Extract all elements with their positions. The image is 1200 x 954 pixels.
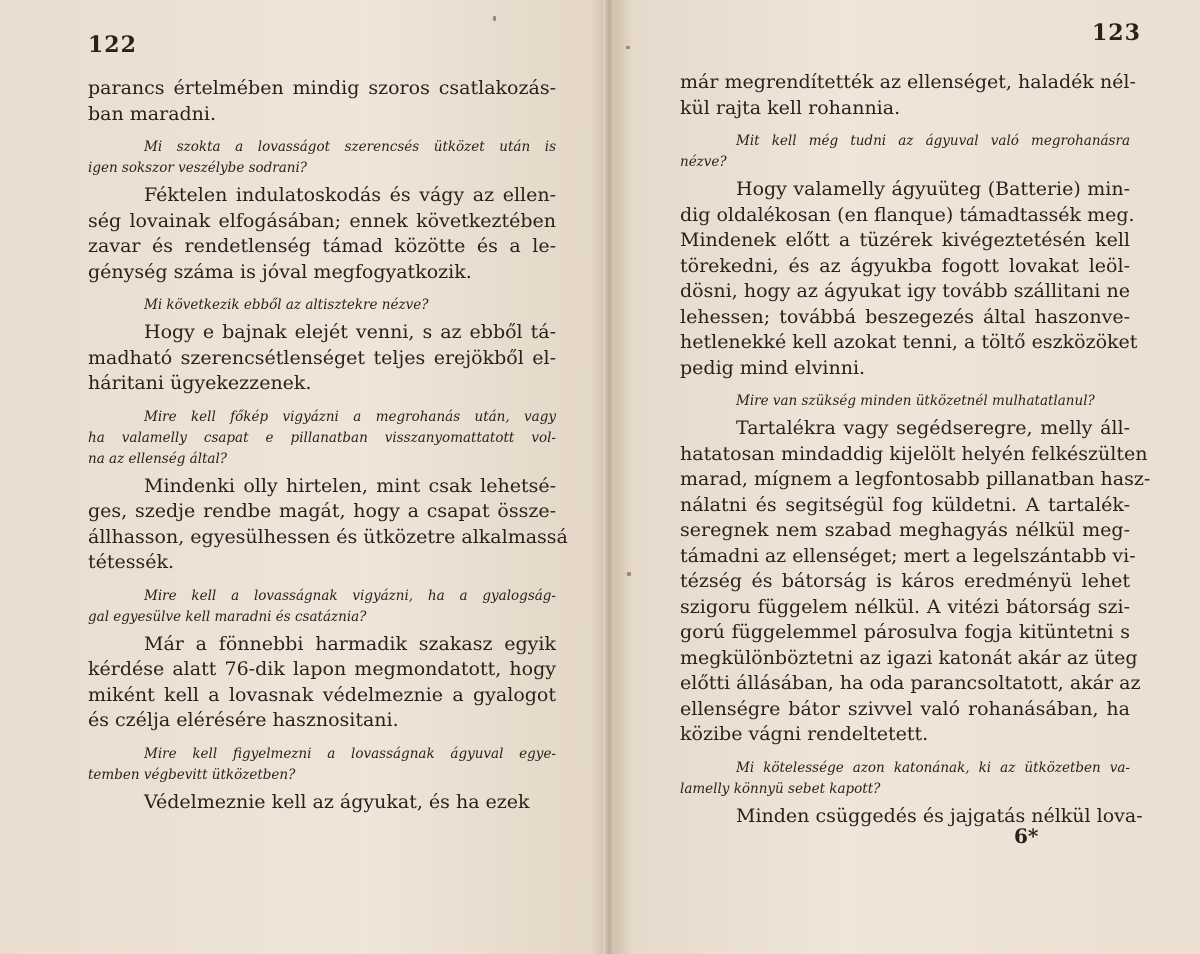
question-paragraph <box>88 137 556 179</box>
text-line: Hogy e bajnak elejét venni, s az ebből tá- <box>144 321 556 343</box>
text-line: dösni, hogy az ágyukat igy tovább szállitani ne <box>680 280 1130 302</box>
question-line: lamelly könnyü sebet kapott? <box>680 780 881 797</box>
paper-speck <box>627 572 631 576</box>
text-line: állhasson, egyesülhessen és ütközetre alkalmassá <box>88 525 568 548</box>
text-line: tétessék. <box>88 551 175 573</box>
text-line: Már a fönnebbi harmadik szakasz egyik <box>144 632 556 655</box>
text-line: kérdése alatt 76-dik lapon megmondatott, hogy <box>88 658 556 680</box>
text-line: ges, szedje rendbe magát, hogy a csapat össze- <box>88 500 556 522</box>
text-line: Tartalékra vagy segédseregre, melly áll- <box>736 417 1130 439</box>
text-line: ség lovainak elfogásában; ennek következtében <box>88 209 556 232</box>
body-paragraph <box>680 70 1136 121</box>
body-paragraph <box>88 790 556 816</box>
question-line: Mire van szükség minden ütközetnél mulhatatlanul? <box>736 393 1095 409</box>
text-line: már megrendítették az ellenséget, haladék nél- <box>680 71 1136 93</box>
text-line: Mindenki olly hirtelen, mint csak lehetsé- <box>144 474 556 497</box>
question-line: Mi következik ebből az altisztekre nézve? <box>144 297 429 313</box>
question-line: igen sokszor veszélybe sodrani? <box>88 160 308 176</box>
question-line: Mi szokta a lovasságot szerencsés ütközet után is <box>144 139 556 155</box>
signature-mark: 6* <box>1014 824 1039 848</box>
body-paragraph <box>88 183 556 285</box>
right-page-number: 123 <box>1092 20 1141 46</box>
question-line: ha valamelly csapat e pillanatban visszanyomattatott vol- <box>88 429 556 446</box>
question-paragraph <box>680 391 1130 412</box>
text-line: hatatosan mindaddig kijelölt helyén felkészülten <box>680 442 1148 465</box>
question-paragraph <box>88 407 556 470</box>
question-line: gal egyesülve kell maradni és csatáznia? <box>88 608 367 625</box>
text-line: ellenségre bátor szivvel való rohanásában, ha <box>680 697 1130 720</box>
text-line: seregnek nem szabad meghagyás nélkül meg- <box>680 519 1130 541</box>
text-line: megkülönböztetni az igazi katonát akár az üteg <box>680 646 1138 669</box>
text-line: madható szerencsétlenséget teljes erejökből el- <box>88 346 556 369</box>
text-line: támadni az ellenséget; mert a legelszántabb vi- <box>680 544 1136 567</box>
text-line: miként kell a lovasnak védelmeznie a gyalogot <box>88 683 556 706</box>
body-paragraph <box>88 474 568 576</box>
question-paragraph <box>88 586 556 628</box>
question-line: Mire kell a lovasságnak vigyázni, ha a gyalogság- <box>144 587 556 604</box>
text-line: Féktelen indulatoskodás és vágy az ellen- <box>144 184 556 206</box>
body-paragraph <box>88 320 556 397</box>
text-line: háritani ügyekezzenek. <box>88 372 312 394</box>
question-line: na az ellenség által? <box>88 450 228 467</box>
question-line: Mire kell főkép vigyázni a megrohanás után, vagy <box>144 408 556 425</box>
text-line: marad, mígnem a legfontosabb pillanatban hasz- <box>680 468 1151 490</box>
text-line: nálatni és segitségül fog küldetni. A tartalék- <box>680 493 1130 516</box>
text-line: gorú függelemmel párosulva fogja kitüntetni s <box>680 621 1130 643</box>
question-line: temben végbevitt ütközetben? <box>88 766 296 783</box>
question-line: nézve? <box>680 154 727 170</box>
text-line: génység száma is jóval megfogyatkozik. <box>88 260 472 283</box>
text-line: közibe vágni rendeltetett. <box>680 723 929 745</box>
body-paragraph <box>680 416 1151 748</box>
question-paragraph <box>88 744 556 786</box>
question-line: Mi kötelessége azon katonának, ki az ütközetben va- <box>736 759 1130 776</box>
body-paragraph <box>88 76 556 127</box>
book-gutter <box>603 0 615 954</box>
text-line: dig oldalékosan (en flanque) támadtassék meg. <box>680 203 1135 226</box>
text-line: és czélja elérésére hasznositani. <box>88 709 399 731</box>
text-line: tézség és bátorság is káros eredményü lehet <box>680 570 1130 592</box>
text-line: Védelmeznie kell az ágyukat, és ha ezek <box>144 790 530 813</box>
text-line: lehessen; továbbá beszegezés által haszonve- <box>680 305 1130 328</box>
text-line: Mindenek előtt a tüzérek kivégeztetésén kell <box>680 229 1130 251</box>
text-line: kül rajta kell rohannia. <box>680 96 901 119</box>
paper-speck <box>626 46 630 49</box>
question-paragraph <box>88 295 556 316</box>
text-line: pedig mind elvinni. <box>680 356 866 379</box>
text-line: Hogy valamelly ágyuüteg (Batterie) min- <box>736 178 1130 200</box>
body-paragraph <box>680 804 1143 830</box>
body-paragraph <box>680 177 1138 381</box>
question-paragraph <box>680 131 1130 173</box>
text-line: előtti állásában, ha oda parancsoltatott, akár az <box>680 672 1141 694</box>
text-line: Minden csüggedés és jajgatás nélkül lova- <box>736 804 1143 827</box>
text-line: hetlenekké kell azokat tenni, a töltő eszközöket <box>680 331 1138 353</box>
left-page-text <box>88 76 568 815</box>
text-line: zavar és rendetlenség támad közötte és a le- <box>88 235 556 257</box>
text-line: törekedni, és az ágyukba fogott lovakat leöl- <box>680 254 1130 277</box>
left-page-number: 122 <box>88 32 137 58</box>
paper-speck <box>493 16 496 21</box>
question-line: Mire kell figyelmezni a lovasságnak ágyuval egye- <box>144 745 556 762</box>
text-line: szigoru függelem nélkül. A vitézi bátorság szi- <box>680 595 1130 618</box>
text-line: ban maradni. <box>88 102 217 125</box>
right-page-text <box>680 70 1151 829</box>
body-paragraph <box>88 632 556 734</box>
text-line: parancs értelmében mindig szoros csatlakozás- <box>88 77 556 99</box>
question-paragraph <box>680 758 1130 800</box>
question-line: Mit kell még tudni az ágyuval való megrohanásra <box>736 133 1130 149</box>
